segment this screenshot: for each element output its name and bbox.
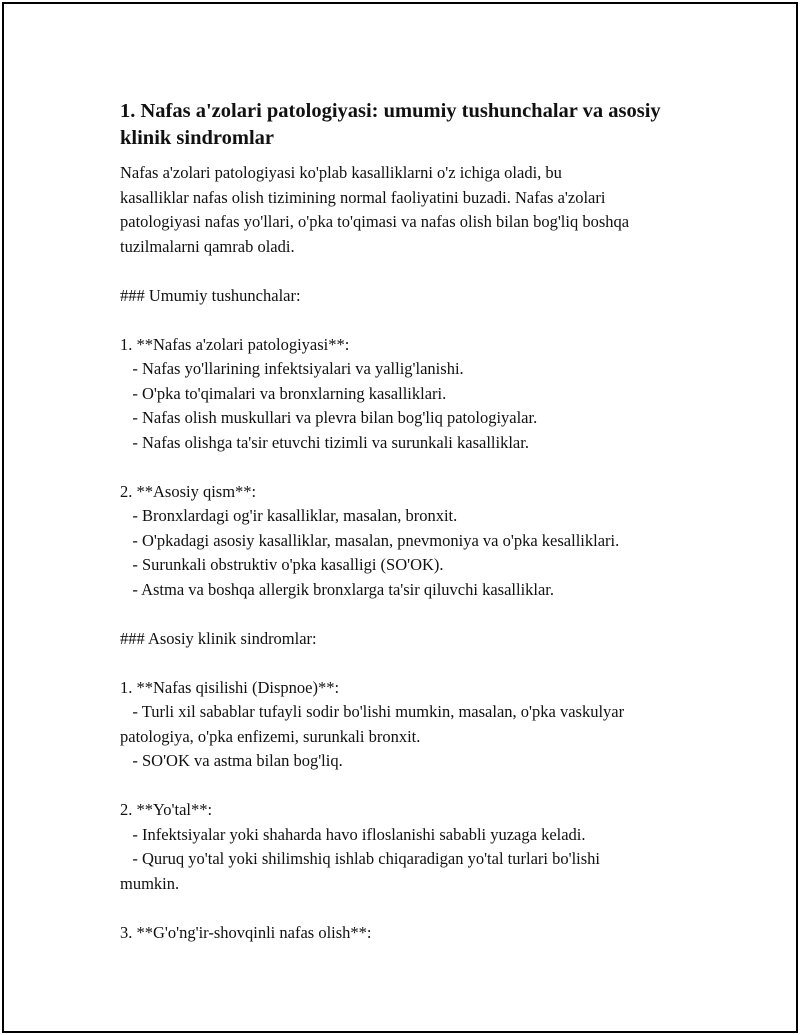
intro-line: patologiyasi nafas yo'llari, o'pka to'qimasi va nafas olish bilan bog'liq boshqa	[120, 212, 630, 231]
list-item: patologiya, o'pka enfizemi, surunkali bronxit.	[120, 726, 421, 746]
list-item: - SO'OK va astma bilan bog'liq.	[120, 751, 343, 770]
list-item: - Nafas olishga ta'sir etuvchi tizimli va surunkali kasalliklar.	[120, 432, 529, 452]
intro-paragraph	[120, 161, 710, 259]
list-item: - Nafas yo'llarining infektsiyalari va yallig'lanishi.	[120, 359, 464, 378]
list-item-heading: 1. **Nafas a'zolari patologiyasi**:	[120, 334, 350, 354]
list-item: - Astma va boshqa allergik bronxlarga ta'sir qiluvchi kasalliklar.	[120, 579, 555, 599]
list-item: - Turli xil sabablar tufayli sodir bo'lishi mumkin, masalan, o'pka vaskulyar	[120, 702, 625, 721]
document-title: 1. Nafas a'zolari patologiyasi: umumiy tushunchalar va asosiy klinik sindromlar	[120, 100, 661, 149]
list-item: - Bronxlardagi og'ir kasalliklar, masalan, bronxit.	[120, 506, 458, 525]
intro-line: kasalliklar nafas olish tizimining normal faoliyatini buzadi. Nafas a'zolari	[120, 187, 606, 207]
list-item: - O'pkadagi asosiy kasalliklar, masalan, pnevmoniya va o'pka kesalliklari.	[120, 530, 620, 550]
document-body	[120, 98, 710, 945]
page-frame	[2, 2, 798, 1033]
list-item-heading: 1. **Nafas qisilishi (Dispnoe)**:	[120, 677, 340, 697]
section-heading-umumiy: ### Umumiy tushunchalar:	[120, 285, 301, 305]
intro-line: tuzilmalarni qamrab oladi.	[120, 236, 295, 256]
list-item-heading: 2. **Asosiy qism**:	[120, 481, 257, 501]
list-item-heading: 3. **G'o'ng'ir-shovqinli nafas olish**:	[120, 922, 372, 942]
list-item: - Surunkali obstruktiv o'pka kasalligi (SO'OK).	[120, 555, 444, 574]
section-heading-sindromlar: ### Asosiy klinik sindromlar:	[120, 628, 317, 648]
list-item-heading: 2. **Yo'tal**:	[120, 800, 213, 819]
list-item: - O'pka to'qimalari va bronxlarning kasalliklari.	[120, 383, 447, 403]
list-item: mumkin.	[120, 873, 180, 893]
list-item: - Nafas olish muskullari va plevra bilan bog'liq patologiyalar.	[120, 408, 538, 427]
list-item: - Quruq yo'tal yoki shilimshiq ishlab chiqaradigan yo'tal turlari bo'lishi	[120, 849, 601, 868]
intro-line: Nafas a'zolari patologiyasi ko'plab kasalliklarni o'z ichiga oladi, bu	[120, 163, 562, 182]
list-item: - Infektsiyalar yoki shaharda havo ifloslanishi sababli yuzaga keladi.	[120, 824, 586, 844]
